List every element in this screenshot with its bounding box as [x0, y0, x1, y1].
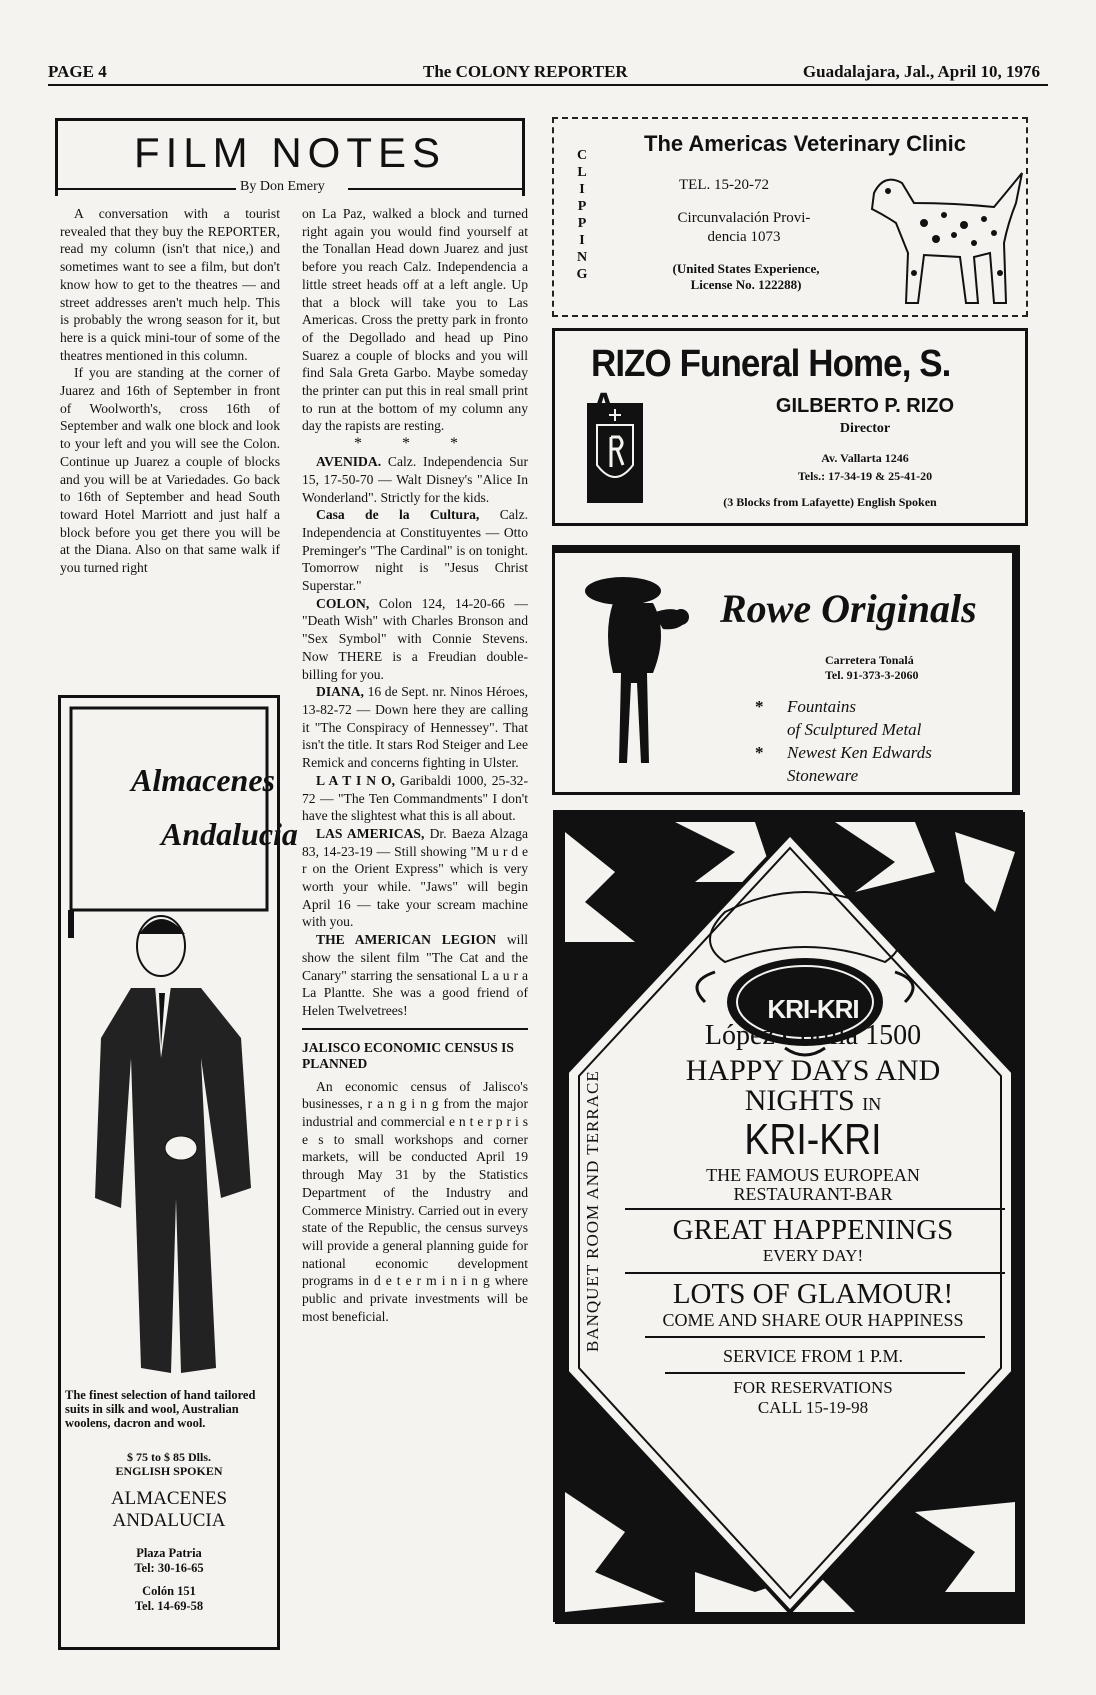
product-line: Stoneware	[787, 766, 859, 785]
great-happenings: GREAT HAPPENINGS	[672, 1214, 954, 1246]
address-line: dencia 1073	[707, 229, 781, 245]
product-line: Fountains	[787, 697, 856, 716]
ad-script-title: Almacenes	[131, 762, 275, 798]
clipping-letter: I	[579, 182, 585, 197]
funeral-home-footer: (3 Blocks from Lafayette) English Spoken	[723, 495, 937, 509]
rowe-originals-logo: Rowe Originals	[720, 586, 977, 631]
dateline: Guadalajara, Jal., April 10, 1976	[802, 62, 1040, 81]
address: Carretera Tonalá	[825, 653, 914, 667]
film-notes-column-2	[302, 205, 528, 1325]
theatre-name: THE AMERICAN LEGION	[316, 932, 497, 948]
clipping-letter: C	[576, 148, 588, 163]
page-number: PAGE 4	[48, 62, 107, 81]
reservations-phone: CALL 15-19-98	[757, 1398, 869, 1417]
banquet-side-label: BANQUET ROOM AND TERRACE	[583, 1070, 602, 1352]
film-notes-column-1	[60, 205, 280, 577]
theatre-listing	[302, 453, 528, 506]
byline: By Don Emery	[236, 179, 329, 195]
film-notes-title: FILM NOTES	[133, 129, 447, 176]
section-divider-stars: * * *	[354, 435, 476, 453]
theatre-listing	[302, 931, 528, 1020]
theatre-name: LAS AMERICAS,	[316, 825, 425, 841]
theatre-name: AVENIDA.	[316, 454, 382, 470]
theatre-listing	[302, 595, 528, 684]
address-line: Circunvalación Provi-	[677, 210, 811, 226]
phone: Tel. 91-373-3-2060	[825, 668, 919, 682]
description-line: THE FAMOUS EUROPEAN	[706, 1165, 920, 1185]
article-paragraph: If you are standing at the corner of Juarez and 16th of September in front of Woolworth's, cross 16th of September and walk one block and look to your left and you will see the Colon. Continue up Juarez a couple of blocks and you will be at Variedades. Go back to 16th of September and head South toward Hotel Marriott and just half a block before you get there you will be at the Diana. Also on that same walk if you turned right	[60, 365, 280, 576]
product-item	[755, 695, 932, 741]
ad-rizo-funeral-home	[552, 328, 1028, 526]
ad-frame-decoration	[61, 698, 277, 920]
kri-rule	[645, 1336, 985, 1338]
sombrero-figure-illustration	[583, 573, 703, 783]
census-body: An economic census of Jalisco's businesses, r a n g i n g from the major industrial and commercial e n t e r p r i s e s to small workshops and corner markets, will be conducted April 19 through May 31 by the Statistics Department of the Industry and Commerce Ministry. Carried out in every state of the Republic, the census surveys will provide a general planning guide for national economic development programs in d e t e r m i n i n g where public and private investments will be most beneficial.	[302, 1078, 528, 1324]
clipping-vertical-label	[574, 147, 590, 283]
price-range: $ 75 to $ 85 Dlls.	[127, 1450, 211, 1464]
theatre-details: will show the silent film "The Cat and the Canary" starring the sensational L a u r a La Plantte. She was a good friend of Helen Twelvetrees!	[302, 932, 528, 1018]
in-word: IN	[862, 1094, 882, 1114]
address: Av. Vallarta 1246	[821, 451, 909, 465]
clipping-letter: N	[576, 250, 588, 265]
ad-script-title: Andalucia	[161, 816, 298, 852]
kri-rule	[625, 1272, 1005, 1274]
byline-rule-right	[348, 188, 522, 190]
phone: Tel: 30-16-65	[134, 1561, 204, 1575]
masthead	[48, 62, 1048, 86]
kri-kri-big: KRI-KRI	[744, 1115, 882, 1164]
lots-of-glamour: LOTS OF GLAMOUR!	[672, 1278, 954, 1310]
article-paragraph: A conversation with a tourist revealed that they buy the REPORTER, read my column (isn't that nice,) and sometimes want to see a film, but don't know how to get to the theatres — and street addresses aren't much help. This is probably the wrong season for it, but here is a quick mini-tour of some of the theatres mentioned in this column.	[60, 206, 280, 363]
address: Plaza Patria	[136, 1546, 202, 1560]
funeral-home-name: RIZO Funeral Home, S.	[591, 343, 951, 385]
product-line: Newest Ken Edwards	[787, 743, 932, 762]
clipping-letter: P	[577, 216, 587, 231]
product-item	[755, 741, 932, 787]
funeral-home-contact	[725, 449, 1005, 485]
ad-addresses	[61, 1546, 277, 1614]
film-notes-header	[55, 118, 525, 196]
theatre-listing	[302, 683, 528, 772]
column-rule	[302, 1028, 528, 1030]
clipping-letter: P	[577, 199, 587, 214]
service-hours: SERVICE FROM 1 P.M.	[722, 1346, 904, 1366]
come-and-share: COME AND SHARE OUR HAPPINESS	[662, 1310, 964, 1330]
theatre-details: Dr. Baeza Alzaga 83, 14-23-19 — Still showing "M u r d e r on the Orient Express" which is very worth your while. "Jaws" will begin April 16 — take your scream machine with you.	[302, 825, 528, 930]
theatre-details: Colon 124, 14-20-66 — "Death Wish" with Charles Bronson and "Sex Symbol" with Connie Stevens. Now THERE is a Freudian double-billing for you.	[302, 595, 528, 682]
census-headline: JALISCO ECONOMIC CENSUS IS PLANNED	[302, 1039, 514, 1071]
clipping-letter: I	[579, 233, 585, 248]
theatre-details: Calz. Independencia at Constituyentes — Otto Preminger's "The Cardinal" is on tonight. Tomorrow night is "Jesus Christ Superstar."	[302, 507, 528, 594]
license-line: (United States Experience,	[672, 261, 820, 276]
theatre-listings	[302, 453, 528, 1020]
license-line: License No. 122288)	[690, 277, 802, 292]
rowe-product-list	[755, 695, 932, 787]
theatre-details: 16 de Sept. nr. Ninos Héroes, 13-82-72 — Down here they are calling it "The Conspiracy of Hennessey". That isn't the title. It stars Rod Steiger and Lee Remick and concerns fighting in Ulster.	[302, 684, 529, 771]
reservations-line: FOR RESERVATIONS	[733, 1378, 893, 1397]
ad-almacenes-andalucia	[58, 695, 298, 1650]
dalmatian-dog-illustration	[854, 163, 1024, 313]
restaurant-description	[613, 1166, 1013, 1204]
rizo-shield-logo	[587, 403, 643, 503]
ad-store-name	[61, 1488, 277, 1532]
theatre-listing	[302, 772, 528, 825]
ad-price	[61, 1450, 277, 1478]
happy-days-line: HAPPY DAYS AND	[685, 1054, 941, 1087]
every-day: EVERY DAY!	[762, 1246, 864, 1265]
clipping-letter: G	[576, 267, 588, 282]
english-spoken: ENGLISH SPOKEN	[115, 1464, 223, 1478]
kri-rule	[625, 1208, 1005, 1210]
theatre-name: COLON,	[316, 595, 370, 611]
theatre-listing	[302, 825, 528, 931]
director-title: Director	[839, 421, 891, 436]
bullet-star: *	[755, 743, 764, 762]
clinic-phone: TEL. 15-20-72	[679, 177, 769, 193]
ad-veterinary-clinic	[552, 117, 1028, 317]
man-in-suit-illustration	[81, 898, 271, 1398]
theatre-name: DIANA,	[316, 684, 364, 700]
article-paragraph: on La Paz, walked a block and turned right again you would find yourself at the Tonallan Head down Juarez and just before you reach Calz. Independencia a little street heads off at a left angle. Up that a block will take you to Las Americas. Cross the pretty park in fronto of the Degollado and head up Pino Suarez a couple of blocks and you will find Sala Greta Garbo. Maybe someday the printer can put this in real small print to run at the bottom of my column any day the rapists are resting.	[302, 206, 528, 434]
theatre-details: Calz. Independencia Sur 15, 17-50-70 — Walt Disney's "Alice In Wonderland". Strictly for the kids.	[302, 454, 528, 505]
ad-tagline: The finest selection of hand tailored suits in silk and wool, Australian woolens, dacron and wool.	[65, 1388, 256, 1430]
theatre-details: Garibaldi 1000, 25-32-72 — "The Ten Commandments" I don't have the slightest what this is all about.	[302, 772, 528, 824]
reservations	[613, 1378, 1013, 1418]
phone: Tel. 14-69-58	[134, 1599, 204, 1613]
product-line: of Sculptured Metal	[787, 720, 922, 739]
byline-row	[58, 179, 522, 197]
director-name: GILBERTO P. RIZO	[775, 395, 955, 417]
theatre-name: L A T I N O,	[316, 772, 395, 788]
bullet-star: *	[755, 697, 764, 716]
phone: Tels.: 17-34-19 & 25-41-20	[797, 469, 933, 483]
nights-word: NIGHTS	[744, 1084, 855, 1117]
store-name-line: ALMACENES	[110, 1488, 228, 1509]
description-line: RESTAURANT-BAR	[733, 1184, 893, 1204]
clinic-name: The Americas Veterinary Clinic	[644, 131, 966, 156]
kri-rule	[665, 1372, 965, 1374]
address: Colón 151	[142, 1584, 196, 1598]
ad-rowe-originals	[552, 545, 1020, 795]
clipping-letter: L	[577, 165, 587, 180]
emblem-text: KRI-KRI	[767, 994, 859, 1024]
kri-address: López Cotilla 1500	[704, 1020, 922, 1051]
theatre-name: Casa de la Cultura,	[316, 507, 480, 523]
byline-rule-left	[58, 188, 238, 190]
newspaper-title: The COLONY REPORTER	[423, 62, 628, 81]
clinic-address	[644, 209, 844, 247]
store-name-line: ANDALUCIA	[112, 1510, 226, 1531]
rowe-contact	[825, 653, 919, 683]
theatre-listing	[302, 506, 528, 595]
clinic-license	[626, 261, 866, 293]
ad-kri-kri-restaurant	[553, 810, 1023, 1622]
